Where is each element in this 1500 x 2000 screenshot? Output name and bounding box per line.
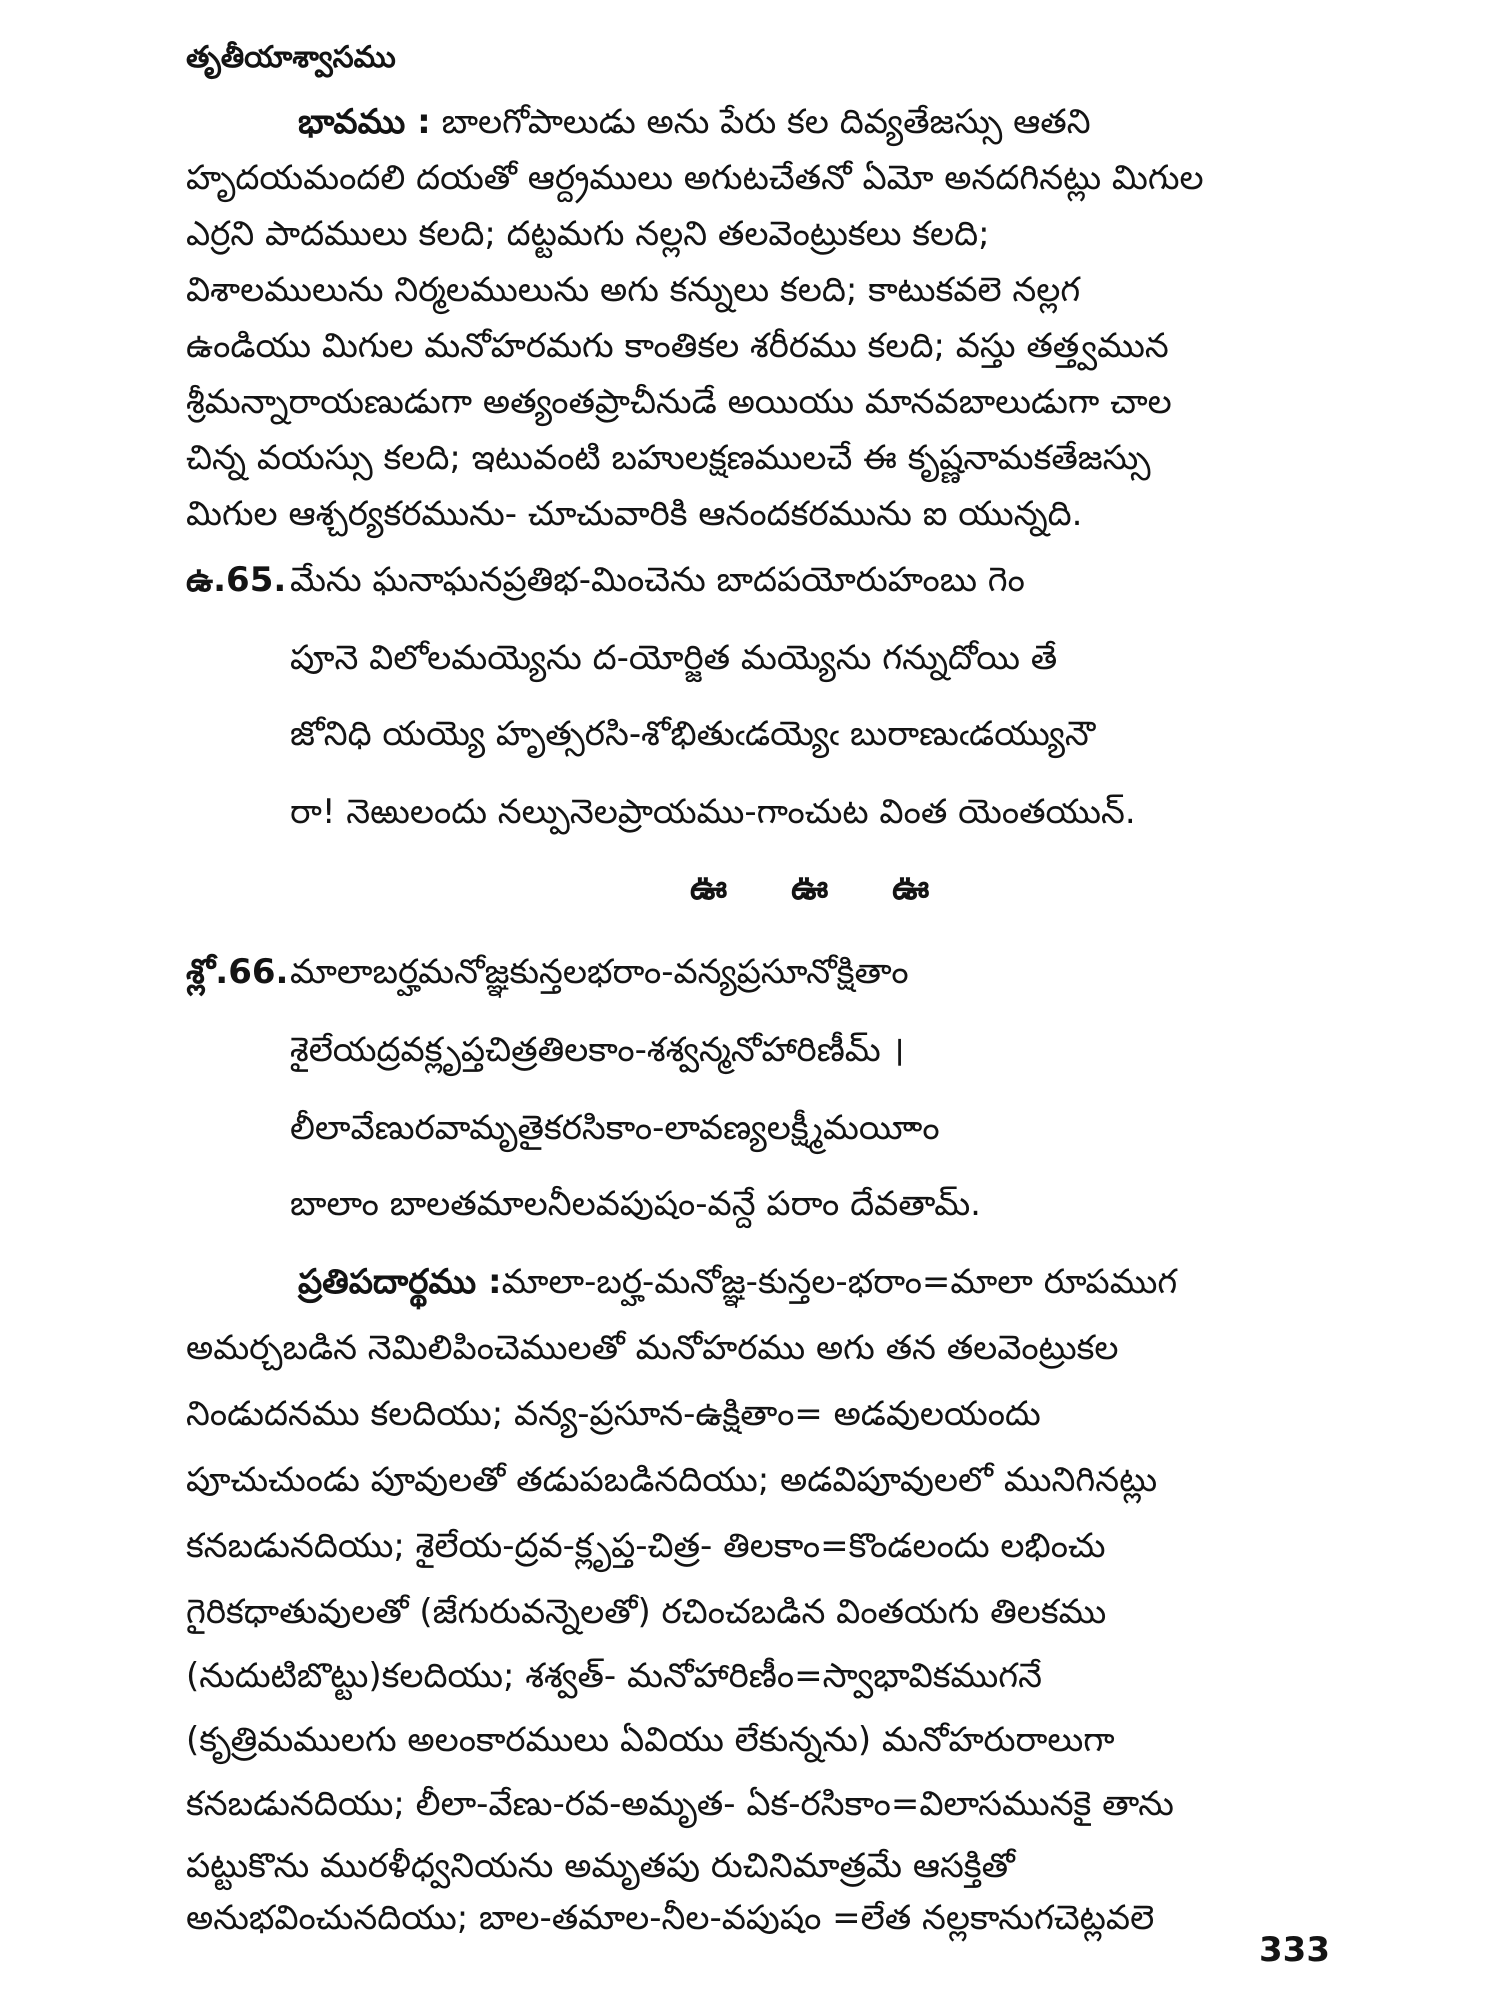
bhavamu-first-line [298, 94, 1328, 150]
chapter-header: తృతీయాశ్వాసము [186, 40, 396, 75]
bhavamu-first-text: బాలగోపాలుడు అను పేరు కల దివ్యతేజస్సు ఆతని [441, 102, 1091, 142]
text-line: విశాలములును నిర్మలములును అగు కన్నులు కలది; కాటుకవలె నల్లగ [186, 270, 1081, 310]
section-ornament: ఊ ఊ ఊ [690, 868, 956, 908]
text-line: హృదయమందలి దయతో ఆర్ద్రములు అగుటచేతనో ఏమో అనదగినట్లు మిగుల [186, 158, 1204, 198]
text-line: పట్టుకొను మురళీధ్వనియను అమృతపు రుచినిమాత్రమే ఆసక్తితో [186, 1846, 1015, 1886]
verse-line: లీలావేణురవామృతైకరసికాం-లావణ్యలక్ష్మీమయీాం [290, 1108, 940, 1148]
verse-line: రా! నెఱులందు నల్పునెలప్రాయము-గాంచుట వింత యెంతయున్. [290, 792, 1136, 832]
text-line: కనబడునదియు; శైలేయ-ద్రవ-క్లృప్త-చిత్ర- తిలకాం=కొండలందు లభించు [186, 1526, 1106, 1566]
text-line: అనుభవించునదియు; బాల-తమాల-నీల-వపుషం =లేత నల్లకానుగచెట్లవలె [186, 1898, 1155, 1938]
verse-line: బాలాం బాలతమాలనీలవపుషం-వన్దే పరాం దేవతామ్. [290, 1184, 981, 1224]
text-line: శ్రీమన్నారాయణుడుగా అత్యంతప్రాచీనుడే అయియు మానవబాలుడుగా చాల [186, 382, 1172, 422]
text-line: అమర్చబడిన నెమిలిపించెములతో మనోహరము అగు తన తలవెంట్రుకల [186, 1328, 1119, 1368]
verse-66-label: శ్లో.66. [186, 952, 289, 992]
text-line: ఉండియు మిగుల మనోహరమగు కాంతికల శరీరము కలది; వస్తు తత్త్వమున [186, 326, 1169, 366]
text-line: చిన్న వయస్సు కలది; ఇటువంటి బహులక్షణములచే ఈ కృష్ణనామకతేజస్సు [186, 438, 1151, 478]
text-line: (నుదుటిబొట్టు)కలదియు; శశ్వత్- మనోహారిణీం=స్వాభావికముగనే [186, 1656, 1042, 1696]
pratipada-first-text: మాలా-బర్హ-మనోజ్ఞ-కున్తల-భరాం=మాలా రూపముగ [501, 1262, 1178, 1302]
verse-line: మాలాబర్హమనోజ్ఞకున్తలభరాం-వన్యప్రసూనోక్షితాం [290, 952, 909, 992]
text-line: పూచుచుండు పూవులతో తడుపబడినదియు; అడవిపూవులలో మునిగినట్లు [186, 1460, 1158, 1500]
bhavamu-label: భావము : [298, 102, 431, 142]
text-line: మిగుల ఆశ్చర్యకరమును- చూచువారికి ఆనందకరమును ఐ యున్నది. [186, 494, 1083, 534]
pratipada-label: ప్రతిపదార్థము : [298, 1262, 502, 1302]
verse-line: పూనె విలోలమయ్యెను ద-యోర్జిత మయ్యెను గన్నుదోయి తే [290, 638, 1058, 678]
text-line: గైరికధాతువులతో (జేగురువన్నెలతో) రచించబడిన వింతయగు తిలకము [186, 1592, 1107, 1632]
text-line: కనబడునదియు; లీలా-వేణు-రవ-అమృత- ఏక-రసికాం=విలాసమునకై తాను [186, 1784, 1174, 1824]
verse-line: శైలేయద్రవక్లృప్తచిత్రతిలకాం-శశ్వన్మనోహారిణీమ్ । [290, 1030, 905, 1070]
verse-line: జోనిధి యయ్యె హృత్సరసి-శోభితుఁడయ్యెఁ బురాణుఁడయ్యునౌ [290, 714, 1096, 754]
text-line: నిండుదనము కలదియు; వన్య-ప్రసూన-ఉక్షితాం= అడవులయందు [186, 1394, 1041, 1434]
pratipada-first-line [298, 1254, 1328, 1310]
text-line: (కృత్రిమములగు అలంకారములు ఏవియు లేకున్నను) మనోహరురాలుగా [186, 1720, 1115, 1760]
verse-line: మేను ఘనాఘనప్రతిభ-మించెను బాదపయోరుహంబు గెం [290, 560, 1025, 600]
text-line: ఎర్రని పాదములు కలది; దట్టమగు నల్లని తలవెంట్రుకలు కలది; [186, 214, 990, 254]
page-number: 333 [1259, 1930, 1330, 1970]
verse-65-label: ఉ.65. [186, 560, 287, 600]
